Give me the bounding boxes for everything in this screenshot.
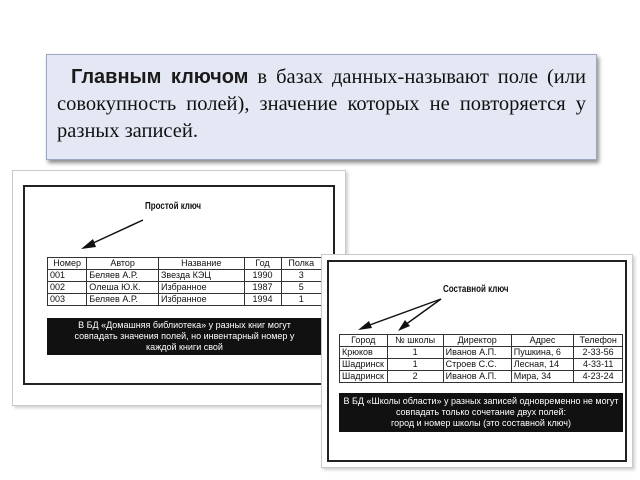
table-cell: 1994 (244, 294, 281, 306)
definition-paragraph (57, 64, 586, 145)
table-cell: 3 (281, 270, 322, 282)
note-line: совпадать значения полей, но инвентарный номер у (74, 331, 295, 341)
column-header: Телефон (574, 335, 623, 347)
definition-term: Главным ключом (71, 66, 249, 88)
table-cell: 1 (387, 359, 443, 371)
column-header: Название (158, 258, 244, 270)
table-cell: 2 (387, 371, 443, 383)
table-cell: Лесная, 14 (511, 359, 574, 371)
table-cell: 1 (387, 347, 443, 359)
table-row (48, 294, 322, 306)
note-line: каждой книги свой (146, 342, 223, 352)
column-header: Директор (443, 335, 511, 347)
column-header: Автор (87, 258, 159, 270)
table-cell: Избранное (158, 294, 244, 306)
definition-box (46, 54, 597, 160)
table-cell: Иванов А.П. (443, 347, 511, 359)
table-cell: Избранное (158, 282, 244, 294)
table-row (340, 359, 623, 371)
table-cell: Пушкина, 6 (511, 347, 574, 359)
table-cell: Звезда КЭЦ (158, 270, 244, 282)
table-header-row (340, 335, 623, 347)
column-header: Адрес (511, 335, 574, 347)
table-cell: Крюков (340, 347, 388, 359)
table-cell: 1 (281, 294, 322, 306)
table-row (48, 270, 322, 282)
column-header: Номер (48, 258, 87, 270)
table-cell: Олеша Ю.К. (87, 282, 159, 294)
table-cell: 1990 (244, 270, 281, 282)
column-header: Город (340, 335, 388, 347)
table-row (48, 282, 322, 294)
table-cell: Шадринск (340, 371, 388, 383)
composite-key-figure (321, 254, 633, 468)
column-header: Полка (281, 258, 322, 270)
table-cell: 001 (48, 270, 87, 282)
table-cell: Шадринск (340, 359, 388, 371)
table-cell: Беляев А.Р. (87, 270, 159, 282)
simple-key-frame (23, 185, 335, 385)
table-cell: Иванов А.П. (443, 371, 511, 383)
table-cell: 1987 (244, 282, 281, 294)
composite-key-title: Составной ключ (443, 284, 509, 295)
column-header: № школы (387, 335, 443, 347)
simple-key-title: Простой ключ (145, 201, 202, 212)
table-cell: Мира, 34 (511, 371, 574, 383)
table-cell: 4-33-11 (574, 359, 623, 371)
table-cell: 002 (48, 282, 87, 294)
definition-text: в базах данных-называют поле (или совокупность полей), значение которых не повторяется у разных записей. (57, 66, 586, 142)
note-line: совпадать только сочетание двух полей: (395, 407, 567, 417)
table-cell: 4-23-24 (574, 371, 623, 383)
composite-key-table (339, 334, 623, 383)
composite-key-frame (327, 260, 627, 462)
table-row (340, 347, 623, 359)
simple-key-figure (12, 170, 346, 406)
table-cell: 2-33-56 (574, 347, 623, 359)
table-header-row (48, 258, 322, 270)
table-row (340, 371, 623, 383)
note-line: В БД «Школы области» у разных записей одновременно не могут (343, 396, 619, 406)
composite-key-note (339, 393, 623, 432)
simple-key-table (47, 257, 322, 306)
table-cell: 5 (281, 282, 322, 294)
table-cell: Строев С.С. (443, 359, 511, 371)
table-cell: 003 (48, 294, 87, 306)
note-line: город и номер школы (это составной ключ) (390, 418, 571, 428)
column-header: Год (244, 258, 281, 270)
note-line: В БД «Домашняя библиотека» у разных книг могут (78, 320, 291, 330)
simple-key-note (47, 318, 322, 355)
table-cell: Беляев А.Р. (87, 294, 159, 306)
